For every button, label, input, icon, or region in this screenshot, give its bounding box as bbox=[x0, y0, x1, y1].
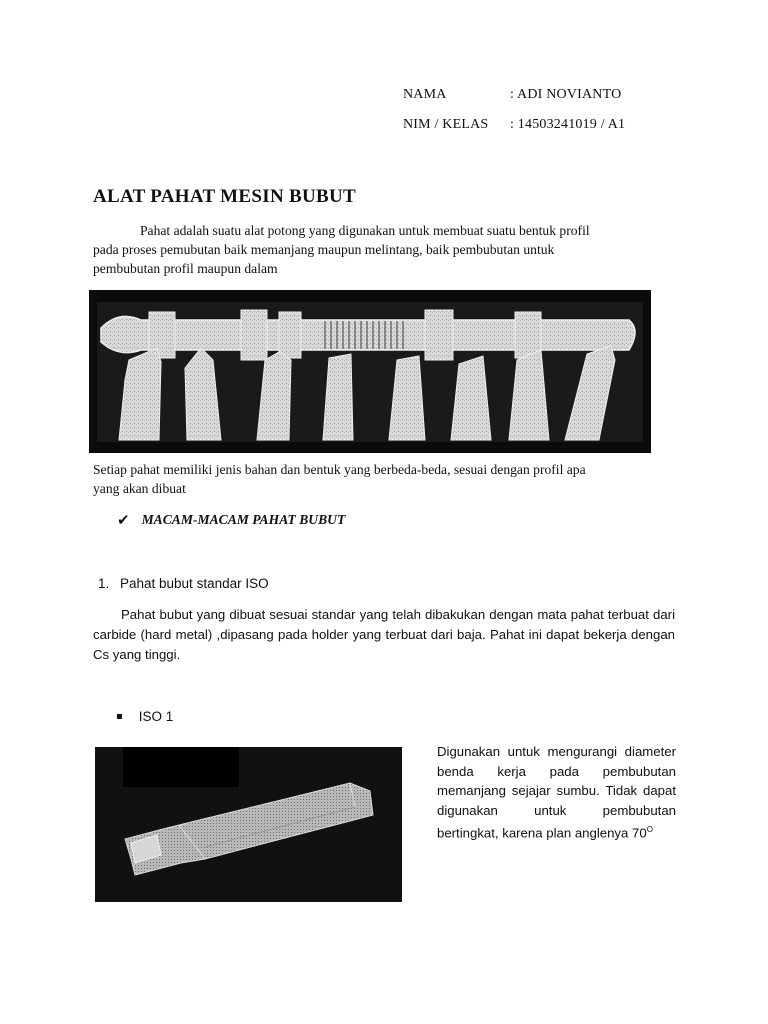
caption-line: Setiap pahat memiliki jenis bahan dan bentuk yang berbeda-beda, sesuai dengan profil apa bbox=[93, 462, 586, 477]
iso1-tool-illustration bbox=[95, 747, 402, 902]
image-caption bbox=[93, 460, 693, 498]
intro-paragraph bbox=[93, 221, 663, 278]
iso1-bullet bbox=[116, 709, 173, 724]
page-title: ALAT PAHAT MESIN BUBUT bbox=[93, 186, 356, 207]
list-item-label: Pahat bubut standar ISO bbox=[120, 576, 269, 591]
lathe-tools-photo bbox=[89, 290, 651, 453]
nim-label: NIM / KELAS bbox=[403, 117, 489, 132]
iso1-label: ISO 1 bbox=[138, 709, 174, 724]
intro-line: pembubutan profil maupun dalam bbox=[93, 261, 278, 276]
intro-line: Pahat adalah suatu alat potong yang digunakan untuk membuat suatu bentuk profil bbox=[140, 223, 590, 238]
iso1-description bbox=[437, 742, 676, 843]
nim-value: : 14503241019 / A1 bbox=[510, 117, 626, 132]
section-heading-text: MACAM-MACAM PAHAT BUBUT bbox=[141, 512, 346, 527]
caption-line: yang akan dibuat bbox=[93, 481, 186, 496]
iso1-description-text: Digunakan untuk mengurangi diameter benda kerja pada pembubutan memanjang sejajar sumbu. Tidak dapat digunakan untuk pembubutan bertingkat, karena plan anglenya 70 bbox=[437, 744, 676, 841]
lathe-tools-illustration bbox=[89, 290, 651, 453]
square-bullet-icon: ▪ bbox=[116, 711, 123, 722]
item-description: Pahat bubut yang dibuat sesuai standar yang telah dibakukan dengan mata pahat terbuat dari carbide (hard metal) ,dipasang pada holder yang terbuat dari baja. Pahat ini dapat bekerja dengan Cs yang tinggi. bbox=[93, 607, 675, 662]
degree-superscript: O bbox=[646, 825, 653, 835]
list-item-number: 1. bbox=[98, 576, 110, 591]
intro-line: pada proses pemubutan baik memanjang maupun melintang, baik pembubutan untuk bbox=[93, 242, 555, 257]
check-mark-icon: ✔ bbox=[117, 511, 130, 529]
iso1-tool-photo bbox=[95, 747, 402, 902]
name-label: NAMA bbox=[403, 87, 447, 102]
section-heading bbox=[117, 511, 345, 529]
name-value: : ADI NOVIANTO bbox=[510, 87, 622, 102]
